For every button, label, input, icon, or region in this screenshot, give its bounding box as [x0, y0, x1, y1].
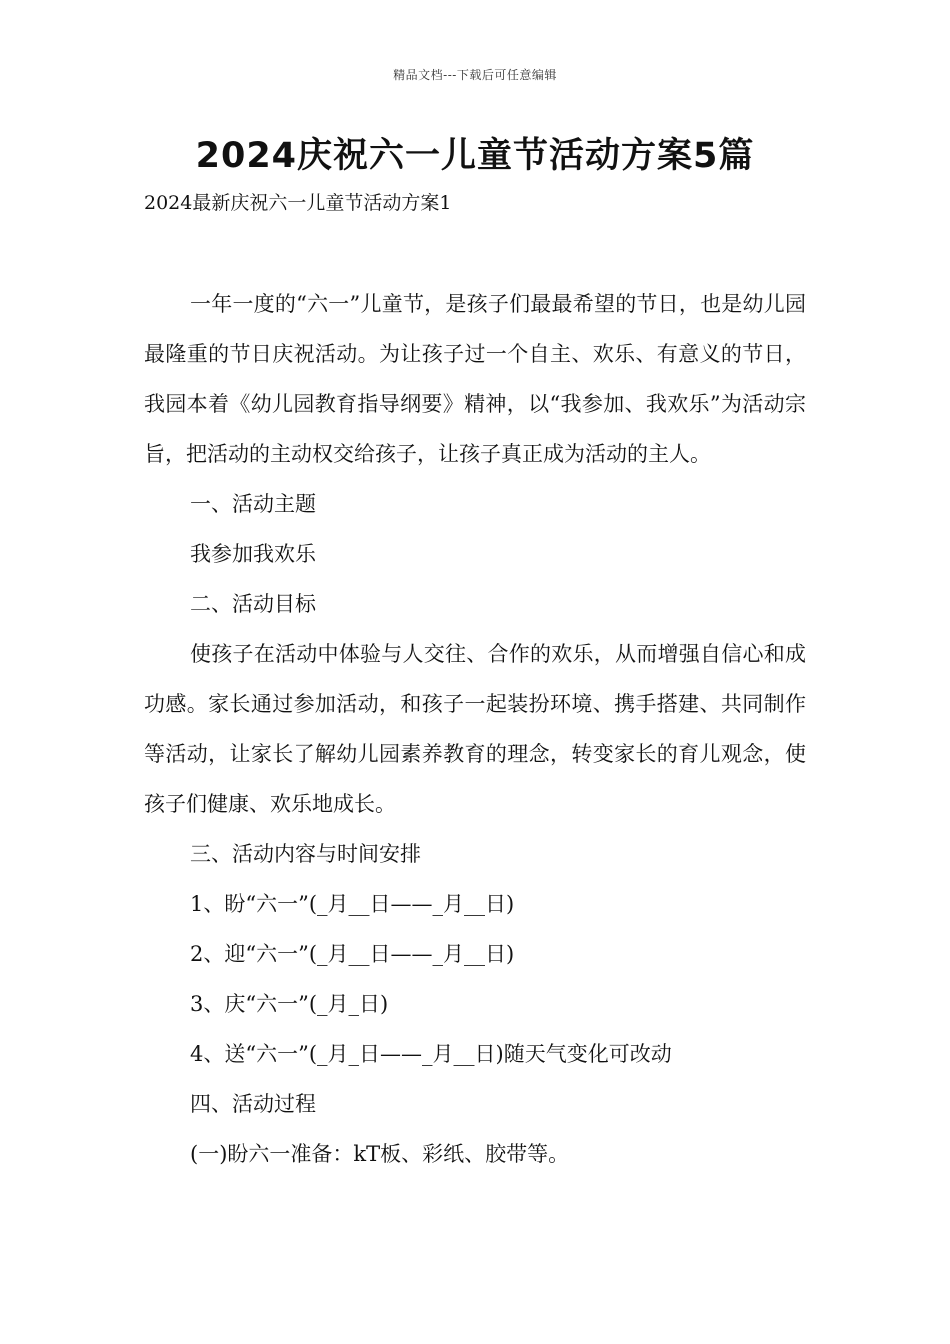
- section-heading-schedule: 三、活动内容与时间安排: [190, 842, 421, 866]
- list-item: 2、迎“六一”(_月__日——_月__日): [190, 942, 515, 966]
- paragraph-preparation: (一)盼六一准备：kT板、彩纸、胶带等。: [190, 1142, 570, 1166]
- page-header-note: 精品文档---下载后可任意编辑: [393, 68, 557, 82]
- section-heading-theme: 一、活动主题: [190, 492, 316, 516]
- paragraph-intro: 一年一度的“六一”儿童节，是孩子们最最希望的节日，也是幼儿园最隆重的节日庆祝活动。为让孩子过一个自主、欢乐、有意义的节日，我园本着《幼儿园教育指导纲要》精神，以“我参加、我欢乐”为活动宗旨，把活动的主动权交给孩子，让孩子真正成为活动的主人。: [144, 292, 806, 466]
- document-subtitle: 2024最新庆祝六一儿童节活动方案1: [144, 192, 452, 214]
- document-title: 2024庆祝六一儿童节活动方案5篇: [195, 136, 755, 176]
- paragraph-theme: 我参加我欢乐: [190, 542, 316, 566]
- list-item: 3、庆“六一”(_月_日): [190, 992, 389, 1016]
- section-heading-goals: 二、活动目标: [190, 592, 316, 616]
- document-body: [144, 279, 806, 1179]
- list-item: 4、送“六一”(_月_日——_月__日)随天气变化可改动: [190, 1042, 672, 1066]
- paragraph-goals: 使孩子在活动中体验与人交往、合作的欢乐，从而增强自信心和成功感。家长通过参加活动，和孩子一起装扮环境、携手搭建、共同制作等活动，让家长了解幼儿园素养教育的理念，转变家长的育儿观念，使孩子们健康、欢乐地成长。: [144, 642, 806, 816]
- list-item: 1、盼“六一”(_月__日——_月__日): [190, 892, 515, 916]
- section-heading-process: 四、活动过程: [190, 1092, 316, 1116]
